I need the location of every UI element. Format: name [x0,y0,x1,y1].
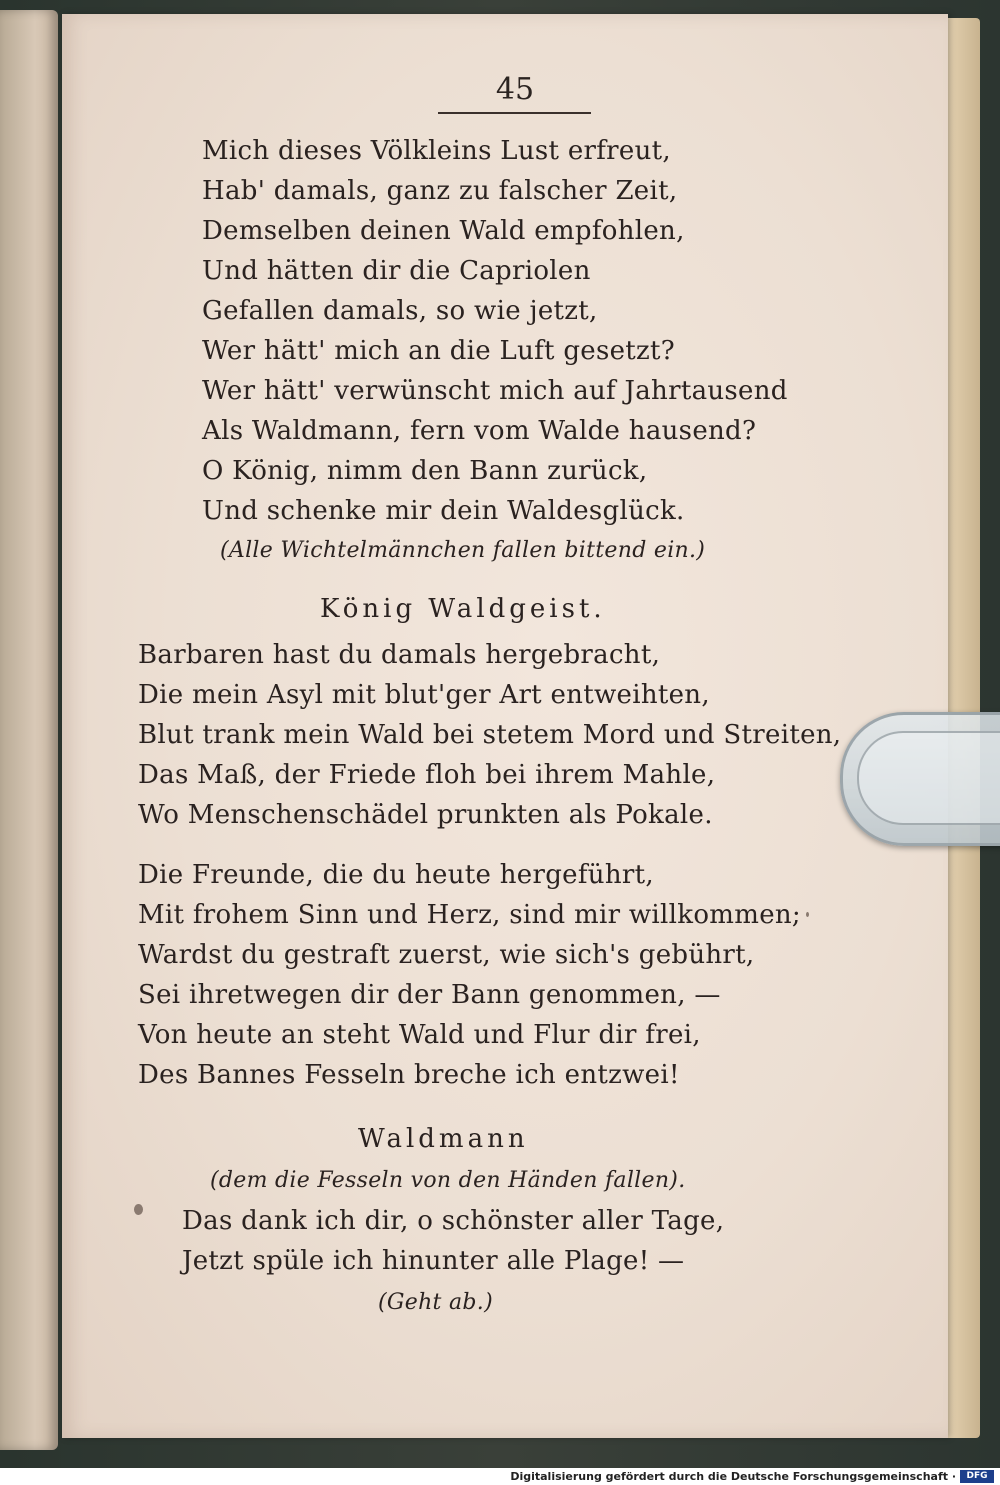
stage-direction: (Geht ab.) [378,1290,493,1315]
verse-line: Und hätten dir die Capriolen [202,256,591,286]
verse-line: Das Maß, der Friede floh bei ihrem Mahle, [138,760,716,790]
verse-line: Und schenke mir dein Waldesglück. [202,496,685,526]
verse-line: Barbaren hast du damals hergebracht, [138,640,661,670]
paper-speck [806,912,809,917]
stage-direction: (Alle Wichtelmännchen fallen bittend ein.) [220,538,706,563]
verse-line: Von heute an steht Wald und Flur dir frei, [138,1020,701,1050]
verse-line: Jetzt spüle ich hinunter alle Plage! — [182,1246,685,1276]
page-number: 45 [495,72,535,107]
verse-line: Wardst du gestraft zuerst, wie sich's gebührt, [138,940,755,970]
paper-speck [134,1204,143,1215]
footer-funding-text: Digitalisierung gefördert durch die Deutsche Forschungsgemeinschaft · [510,1470,956,1483]
verse-line: Sei ihretwegen dir der Bann genommen, — [138,980,721,1010]
verse-line: Des Bannes Fesseln breche ich entzwei! [138,1060,680,1090]
verse-line: Demselben deinen Wald empfohlen, [202,216,685,246]
header-rule [438,112,591,114]
dfg-logo: DFG [960,1470,994,1483]
speaker-name: Waldmann [358,1124,529,1154]
verse-line: Als Waldmann, fern vom Walde hausend? [202,416,757,446]
verse-line: Blut trank mein Wald bei stetem Mord und Streiten, [138,720,842,750]
stage-direction: (dem die Fesseln von den Händen fallen). [210,1168,686,1193]
verse-line: Hab' damals, ganz zu falscher Zeit, [202,176,678,206]
verse-line: Wer hätt' verwünscht mich auf Jahrtausend [202,376,788,406]
speaker-name: König Waldgeist. [320,594,606,624]
footer-bar [0,1468,1000,1485]
paper-clip-inner [857,731,1000,825]
book-page [62,14,948,1438]
verse-line: Gefallen damals, so wie jetzt, [202,296,598,326]
verse-line: Das dank ich dir, o schönster aller Tage, [182,1206,725,1236]
previous-page-edge [0,10,58,1450]
verse-line: Mich dieses Völkleins Lust erfreut, [202,136,671,166]
verse-line: Die Freunde, die du heute hergeführt, [138,860,654,890]
paper-clip [840,712,1000,846]
verse-line: O König, nimm den Bann zurück, [202,456,648,486]
verse-line: Wer hätt' mich an die Luft gesetzt? [202,336,676,366]
verse-line: Mit frohem Sinn und Herz, sind mir willkommen; [138,900,801,930]
verse-line: Wo Menschenschädel prunkten als Pokale. [138,800,713,830]
verse-line: Die mein Asyl mit blut'ger Art entweihten, [138,680,710,710]
